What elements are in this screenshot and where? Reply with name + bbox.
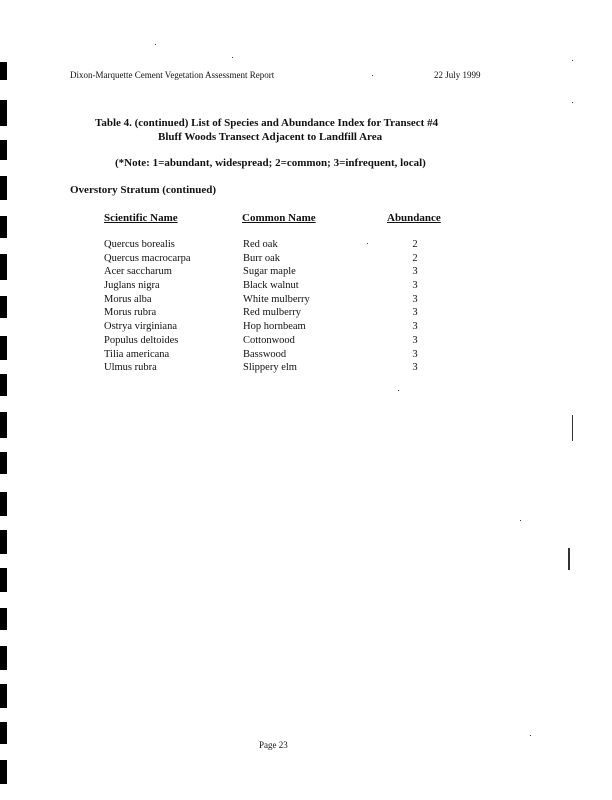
abundance-value: 3 <box>412 321 418 333</box>
scan-mark <box>0 568 7 592</box>
scan-mark <box>0 176 7 200</box>
table-row <box>0 280 612 294</box>
table-row <box>0 321 612 335</box>
abundance-value: 2 <box>412 239 418 250</box>
scan-speck <box>572 60 573 61</box>
table-row <box>0 253 612 267</box>
scientific-name: Juglans nigra <box>104 280 160 292</box>
scan-mark <box>0 216 7 238</box>
scan-mark <box>0 492 7 516</box>
scan-mark <box>0 62 7 80</box>
table-row <box>0 307 612 321</box>
scientific-name: Acer saccharum <box>104 266 172 278</box>
abundance-value: 3 <box>412 293 418 305</box>
scan-mark <box>0 412 7 438</box>
common-name: Red oak <box>243 239 278 250</box>
table-row <box>0 349 612 363</box>
scan-speck <box>572 415 573 441</box>
column-header-abundance: Abundance <box>387 212 441 224</box>
scientific-name: Quercus macrocarpa <box>104 252 191 264</box>
table-row <box>0 335 612 349</box>
abundance-value: 3 <box>412 307 418 319</box>
scientific-name: Populus deltoides <box>104 334 179 346</box>
scan-mark <box>0 684 7 708</box>
scan-speck <box>572 102 573 103</box>
column-header-common-name: Common Name <box>242 212 316 224</box>
scan-mark <box>0 760 7 784</box>
table-row <box>0 294 612 308</box>
scan-speck <box>398 390 399 391</box>
common-name: Red mulberry <box>243 307 302 319</box>
table-subtitle: Bluff Woods Transect Adjacent to Landfill Area <box>158 131 383 143</box>
scan-mark <box>0 100 7 126</box>
scan-speck <box>520 520 521 521</box>
table-row <box>0 239 612 253</box>
scientific-name: Morus alba <box>104 293 152 305</box>
common-name: Burr oak <box>243 252 281 264</box>
scan-speck <box>232 57 233 58</box>
common-name: Sugar maple <box>243 266 296 278</box>
species-table <box>0 239 612 376</box>
scan-mark <box>0 530 7 554</box>
scan-mark <box>0 452 7 474</box>
scientific-name: Ostrya virginiana <box>104 321 177 333</box>
table-row <box>0 362 612 376</box>
table-title: Table 4. (continued) List of Species and Abundance Index for Transect #4 <box>95 117 439 129</box>
column-header-scientific-name: Scientific Name <box>104 212 178 224</box>
scan-mark <box>0 608 7 630</box>
page-number: Page 23 <box>259 740 288 750</box>
scan-mark <box>0 374 7 396</box>
table-row <box>0 266 612 280</box>
abundance-value: 3 <box>412 280 418 292</box>
abundance-value: 3 <box>412 266 418 278</box>
report-date: 22 July 1999 <box>434 70 481 80</box>
scan-mark <box>0 140 7 160</box>
abundance-value: 3 <box>412 334 418 346</box>
scan-speck <box>530 735 531 736</box>
scientific-name: Morus rubra <box>104 307 157 319</box>
abundance-value: 2 <box>412 252 418 264</box>
scientific-name: Ulmus rubra <box>104 362 157 374</box>
scan-speck <box>155 44 156 45</box>
common-name: Hop hornbeam <box>243 321 306 333</box>
scan-mark <box>0 722 7 744</box>
scan-speck <box>568 548 570 570</box>
abundance-note: (*Note: 1=abundant, widespread; 2=common; 3=infrequent, local) <box>115 157 426 169</box>
report-title: Dixon-Marquette Cement Vegetation Assessment Report <box>70 70 275 80</box>
abundance-value: 3 <box>412 348 418 360</box>
common-name: Basswood <box>243 348 287 360</box>
scan-speck <box>372 75 373 76</box>
common-name: Slippery elm <box>243 362 297 374</box>
scientific-name: Tilia americana <box>104 348 170 360</box>
common-name: White mulberry <box>243 293 310 305</box>
stratum-heading: Overstory Stratum (continued) <box>70 184 217 196</box>
scan-mark <box>0 646 7 670</box>
abundance-value: 3 <box>412 362 418 374</box>
common-name: Black walnut <box>243 280 299 292</box>
scientific-name: Quercus borealis <box>104 239 175 250</box>
common-name: Cottonwood <box>243 334 295 346</box>
